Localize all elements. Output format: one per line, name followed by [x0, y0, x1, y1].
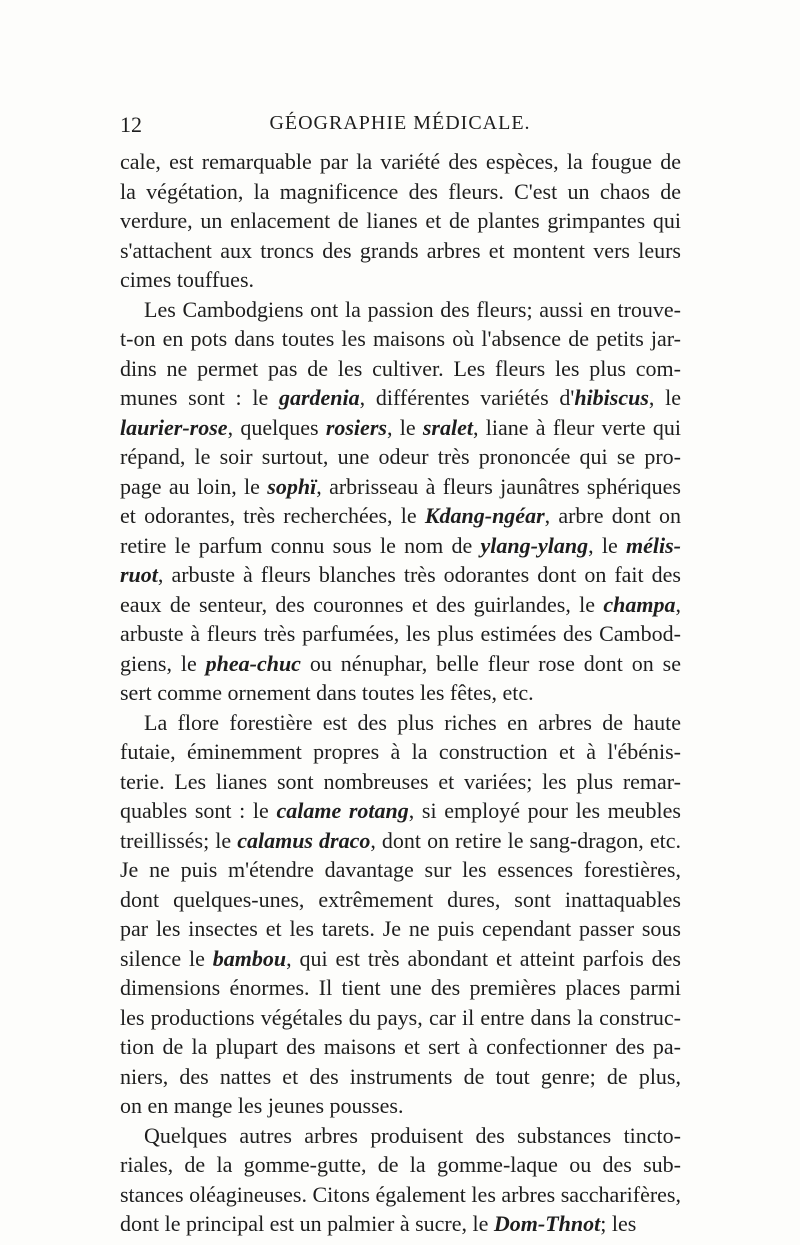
text-line: treillissés; le calamus draco, dont on retire le sang-dragon, etc. — [120, 827, 681, 853]
page-number: 12 — [120, 112, 142, 137]
text-line: Les Cambodgiens ont la passion des fleurs; aussi en trouve- — [144, 296, 681, 322]
text-line: giens, le phea-chuc ou nénuphar, belle fleur rose dont on se — [120, 650, 681, 676]
text-line: terie. Les lianes sont nombreuses et variées; les plus remar- — [120, 768, 681, 794]
text-line: les productions végétales du pays, car il entre dans la construc- — [120, 1004, 681, 1030]
text-line: silence le bambou, qui est très abondant et atteint parfois des — [120, 945, 681, 971]
text-line: s'attachent aux troncs des grands arbres et montent vers leurs — [120, 237, 681, 263]
text-line: retire le parfum connu sous le nom de ylang-ylang, le mélis- — [120, 532, 681, 558]
text-line: verdure, un enlacement de lianes et de plantes grimpantes qui — [120, 208, 681, 233]
text-line: t-on en pots dans toutes les maisons où l'absence de petits jar- — [120, 326, 681, 351]
text-line: eaux de senteur, des couronnes et des guirlandes, le champa, — [120, 591, 681, 617]
text-line: répand, le soir surtout, une odeur très prononcée qui se pro- — [120, 444, 681, 469]
text-line: riales, de la gomme-gutte, de la gomme-laque ou des sub- — [120, 1152, 681, 1177]
text-line: on en mange les jeunes pousses. — [120, 1093, 404, 1118]
text-line: dins ne permet pas de les cultiver. Les fleurs les plus com- — [120, 355, 681, 381]
body-text — [120, 147, 681, 1239]
text-line: sert comme ornement dans toutes les fêtes, etc. — [120, 680, 534, 705]
text-line: arbuste à fleurs très parfumées, les plus estimées des Cambod- — [120, 621, 681, 646]
text-line: page au loin, le sophï, arbrisseau à fleurs jaunâtres sphériques — [120, 473, 681, 499]
page-header — [120, 112, 680, 142]
text-line: cale, est remarquable par la variété des espèces, la fougue de — [120, 149, 681, 174]
text-line: munes sont : le gardenia, différentes variétés d'hibiscus, le — [120, 385, 681, 410]
text-line: tion de la plupart des maisons et sert à confectionner des pa- — [120, 1034, 681, 1059]
text-line: Quelques autres arbres produisent des substances tincto- — [144, 1122, 681, 1148]
text-line: par les insectes et les tarets. Je ne puis cependant passer sous — [120, 916, 681, 941]
text-line: ruot, arbuste à fleurs blanches très odorantes dont on fait des — [120, 562, 681, 587]
text-line: cimes touffues. — [120, 267, 255, 292]
text-line: dont quelques-unes, extrêmement dures, sont inattaquables — [120, 886, 681, 912]
running-head: GÉOGRAPHIE MÉDICALE. — [269, 112, 531, 134]
text-line: dont le principal est un palmier à sucre, le Dom-Thnot; les — [120, 1211, 637, 1236]
text-line: stances oléagineuses. Citons également les arbres saccharifères, — [120, 1181, 681, 1207]
text-line: quables sont : le calame rotang, si employé pour les meubles — [120, 798, 681, 823]
text-line: niers, des nattes et des instruments de tout genre; de plus, — [120, 1063, 681, 1089]
text-line: la végétation, la magnificence des fleurs. C'est un chaos de — [120, 178, 681, 204]
text-line: Je ne puis m'étendre davantage sur les essences forestières, — [120, 857, 681, 882]
text-line: La flore forestière est des plus riches en arbres de haute — [144, 709, 681, 735]
text-line: laurier-rose, quelques rosiers, le sralet, liane à fleur verte qui — [120, 414, 681, 440]
text-line: futaie, éminemment propres à la construction et à l'ébénis- — [120, 739, 681, 764]
text-line: et odorantes, très recherchées, le Kdang-ngéar, arbre dont on — [120, 503, 681, 528]
text-line: dimensions énormes. Il tient une des premières places parmi — [120, 975, 681, 1000]
